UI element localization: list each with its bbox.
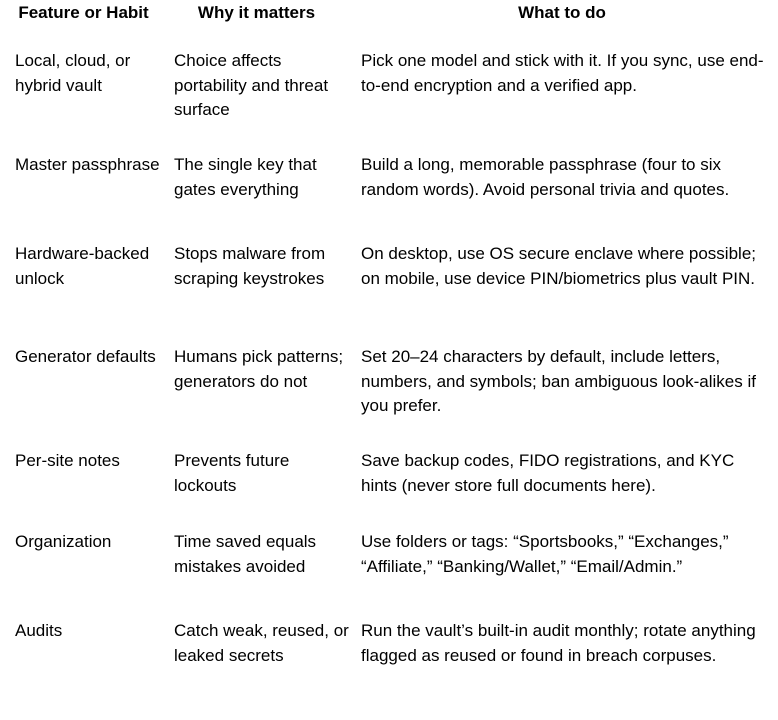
header-feature: Feature or Habit bbox=[18, 3, 149, 22]
table-row bbox=[4, 242, 774, 345]
table-row bbox=[4, 153, 774, 242]
header-what: What to do bbox=[518, 3, 606, 22]
why-cell: Time saved equals mistakes avoided bbox=[174, 532, 317, 576]
feature-cell: Master passphrase bbox=[15, 155, 160, 174]
feature-cell: Audits bbox=[15, 621, 63, 640]
feature-cell: Hardware-backed unlock bbox=[15, 244, 150, 288]
what-cell: Set 20–24 characters by default, include letters, numbers, and symbols; ban ambiguous look-alikes if you prefer. bbox=[361, 347, 756, 415]
what-cell: On desktop, use OS secure enclave where possible; on mobile, use device PIN/biometrics plus vault PIN. bbox=[361, 244, 756, 288]
why-cell: Catch weak, reused, or leaked secrets bbox=[174, 621, 349, 665]
what-cell: Pick one model and stick with it. If you sync, use end-to-end encryption and a verified app. bbox=[361, 51, 764, 95]
feature-cell: Organization bbox=[15, 532, 112, 551]
table-row bbox=[4, 49, 774, 153]
table-row bbox=[4, 345, 774, 449]
why-cell: Stops malware from scraping keystrokes bbox=[174, 244, 326, 288]
feature-cell: Generator defaults bbox=[15, 347, 156, 366]
what-cell: Run the vault’s built-in audit monthly; rotate anything flagged as reused or found in breach corpuses. bbox=[361, 621, 756, 665]
why-cell: Humans pick patterns; generators do not bbox=[174, 347, 344, 391]
habits-table bbox=[4, 0, 774, 699]
header-why: Why it matters bbox=[197, 3, 316, 22]
why-cell: Choice affects portability and threat surface bbox=[174, 51, 329, 119]
header-row bbox=[4, 0, 774, 49]
why-cell: The single key that gates everything bbox=[174, 155, 317, 199]
what-cell: Save backup codes, FIDO registrations, and KYC hints (never store full documents here). bbox=[361, 451, 735, 495]
table-row bbox=[4, 449, 774, 530]
what-cell: Use folders or tags: “Sportsbooks,” “Exchanges,” “Affiliate,” “Banking/Wallet,” “Email/Admin.” bbox=[361, 532, 729, 576]
feature-cell: Per-site notes bbox=[15, 451, 120, 470]
table-row bbox=[4, 530, 774, 619]
why-cell: Prevents future lockouts bbox=[174, 451, 290, 495]
what-cell: Build a long, memorable passphrase (four to six random words). Avoid personal trivia and quotes. bbox=[361, 155, 730, 199]
table-row bbox=[4, 619, 774, 699]
feature-cell: Local, cloud, or hybrid vault bbox=[15, 51, 131, 95]
